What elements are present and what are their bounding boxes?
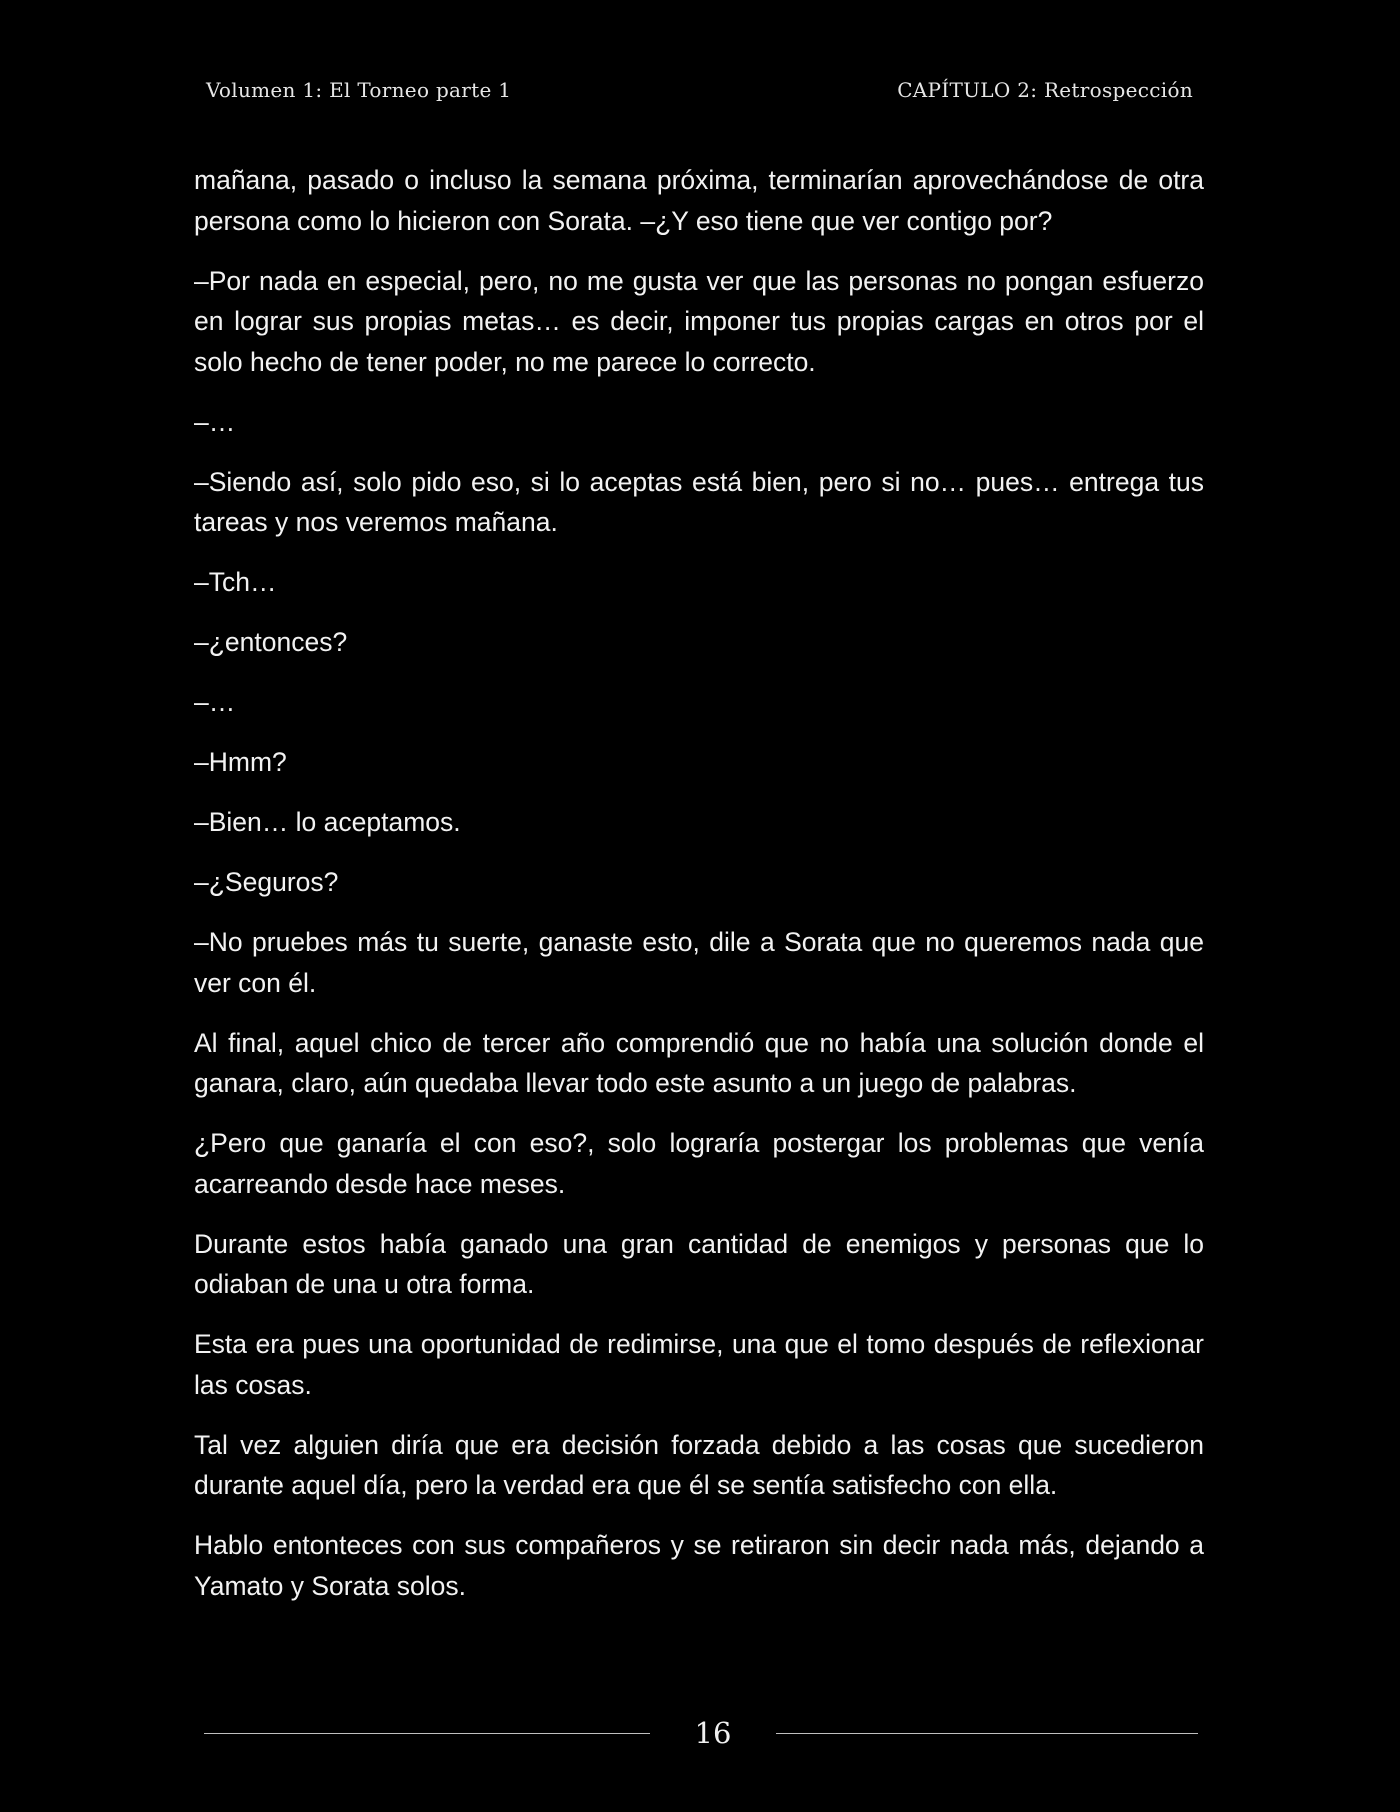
paragraph: ¿Pero que ganaría el con eso?, solo lograría postergar los problemas que venía acarreando desde hace meses. xyxy=(194,1128,1204,1199)
paragraph: –No pruebes más tu suerte, ganaste esto, dile a Sorata que no queremos nada que ver con él. xyxy=(194,927,1204,998)
paragraph: Hablo entonteces con sus compañeros y se retiraron sin decir nada más, dejando a Yamato y Sorata solos. xyxy=(194,1530,1204,1601)
paragraph: –Bien… lo aceptamos. xyxy=(194,807,461,837)
paragraph: Al final, aquel chico de tercer año comprendió que no había una solución donde el ganara, claro, aún quedaba llevar todo este asunto a un juego de palabras. xyxy=(194,1027,1204,1098)
paragraph: mañana, pasado o incluso la semana próxima, terminarían aprovechándose de otra persona como lo hicieron con Sorata. –¿Y eso tiene que ver contigo por? xyxy=(194,165,1204,236)
paragraph: –Por nada en especial, pero, no me gusta ver que las personas no pongan esfuerzo en lograr sus propias metas… es decir, imponer tus propias cargas en otros por el solo hecho de tener poder, no me parece lo correcto. xyxy=(194,265,1204,377)
paragraph: –Tch… xyxy=(194,567,277,597)
paragraph: –¿entonces? xyxy=(194,627,348,657)
footer-rule-left xyxy=(204,1733,650,1734)
paragraph: –Hmm? xyxy=(194,747,287,777)
paragraph: Tal vez alguien diría que era decisión forzada debido a las cosas que sucedieron durante aquel día, pero la verdad era que él se sentía satisfecho con ella. xyxy=(194,1429,1204,1500)
page-number: 16 xyxy=(694,1716,732,1750)
paragraph: Esta era pues una oportunidad de redimirse, una que el tomo después de reflexionar las cosas. xyxy=(194,1329,1204,1400)
running-header xyxy=(206,78,1193,102)
paragraph: Durante estos había ganado una gran cantidad de enemigos y personas que lo odiaban de una u otra forma. xyxy=(194,1228,1204,1299)
paragraph: –Siendo así, solo pido eso, si lo aceptas está bien, pero si no… pues… entrega tus tareas y nos veremos mañana. xyxy=(194,466,1204,537)
volume-title: Volumen 1: El Torneo parte 1 xyxy=(206,78,512,102)
footer-rule-right xyxy=(776,1733,1198,1734)
paragraph: –… xyxy=(194,687,236,717)
page-footer xyxy=(204,1708,1198,1758)
paragraph: –¿Seguros? xyxy=(194,867,339,897)
page-body xyxy=(194,160,1204,1626)
paragraph: –… xyxy=(194,406,236,437)
chapter-title: CAPÍTULO 2: Retrospección xyxy=(897,78,1193,102)
